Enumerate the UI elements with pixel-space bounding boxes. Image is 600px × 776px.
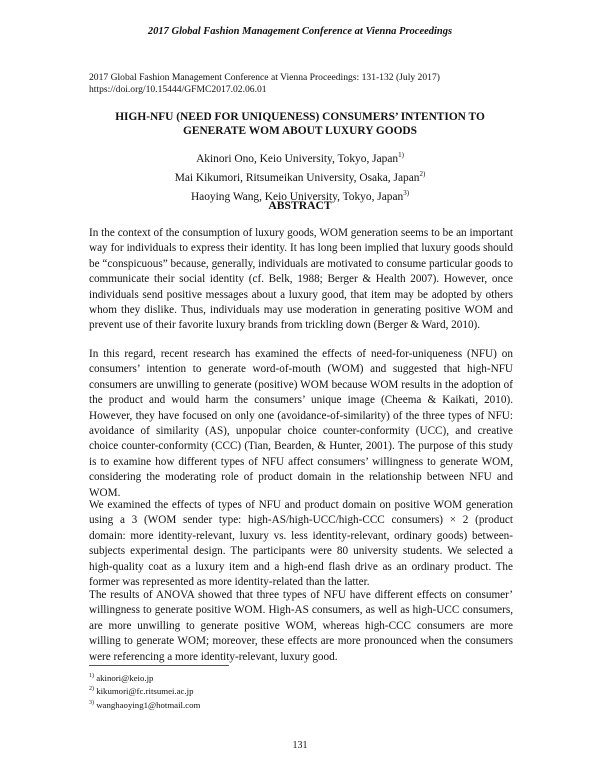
footnote-email: wanghaoying1@hotmail.com [96,699,201,710]
footnotes [89,671,389,711]
author-affiliation: Haoying Wang, Keio University, Tokyo, Japan [190,190,404,203]
title-line: GENERATE WOM ABOUT LUXURY GOODS [183,125,417,137]
footnote-divider [89,665,229,666]
footnote [89,671,389,684]
author-line [60,167,540,186]
author-list [60,148,540,204]
abstract-paragraph: In the context of the consumption of luxury goods, WOM generation seems to be an important way for individuals to express their identity. It has long been implied that luxury goods should be “conspicuous” because, generally, individuals are motivated to consume particular goods to communicate their social identity (cf. Belk, 1988; Berger & Health 2007). However, once individuals send positive messages about a luxury good, that item may be adopted by others whom they dislike. Thus, individuals may use moderation in generating positive WOM and prevent use of their favorite luxury brands from trickling down (Berger & Ward, 2010). [89,227,513,332]
abstract-heading: ABSTRACT [268,199,332,212]
author-affiliation: Akinori Ono, Keio University, Tokyo, Japan [196,152,399,165]
abstract-paragraph: In this regard, recent research has examined the effects of need-for-uniqueness (NFU) on consumers’ intention to generate word-of-mouth (WOM) and suggested that high-NFU consumers are unwilling to generate (positive) WOM because WOM results in the adoption of the product and would harm the consumers’ unique image (Cheema & Kaikati, 2010). However, they have focused on only one (avoidance-of-similarity) of the three types of NFU: avoidance of similarity (AS), unpopular choice counter-conformity (UCC), and creative choice counter-conformity (CCC) (Tian, Bearden, & Hunter, 2001). The purpose of this study is to examine how different types of NFU affect consumers’ willingness to generate WOM, considering the moderating role of product domain in the relationship between NFU and WOM. [89,348,513,499]
title-line: HIGH-NFU (NEED FOR UNIQUENESS) CONSUMERS’ INTENTION TO [115,111,485,123]
footnote-email: akinori@keio.jp [96,672,154,683]
footnote-marker: 1) [89,673,94,679]
footnote-marker: 1) [398,151,404,159]
doi-line: https://doi.org/10.15444/GFMC2017.02.06.01 [89,84,267,95]
paper-title [70,110,530,138]
running-header: 2017 Global Fashion Management Conference at Vienna Proceedings [147,26,453,37]
footnote-marker: 3) [89,699,94,706]
author-line [60,148,540,167]
footnote [89,698,389,711]
footnote-marker: 2) [419,169,426,178]
abstract-paragraph: We examined the effects of types of NFU and product domain on positive WOM generation using a 3 (WOM sender type: high-AS/high-UCC/high-CCC consumers) × 2 (product domain: more identity-relevant, luxury vs. less identity-relevant, ordinary goods) between-subjects experimental design. The participants were 80 university students. We selected a high-quality coat as a luxury item and a high-end flash drive as an ordinary product. The former was represented as more identity-related than the latter. [89,499,513,589]
citation-block [89,72,529,96]
citation-line: 2017 Global Fashion Management Conference at Vienna Proceedings: 131-132 (July 2017) [89,72,440,83]
footnote-marker: 2) [89,686,94,693]
author-affiliation: Mai Kikumori, Ritsumeikan University, Osaka, Japan [174,171,420,184]
abstract-paragraph: The results of ANOVA showed that three types of NFU have different effects on consumer’ willingness to generate positive WOM. High-AS consumers, as well as high-UCC consumers, are more unwilling to generate positive WOM, whereas high-CCC consumers are more willing to generate WOM; moreover, these effects are more pronounced when the consumers were referencing a more identity-relevant, luxury good. [89,589,513,663]
footnote-marker: 3) [403,188,410,197]
footnote [89,684,389,697]
page-number: 131 [292,740,308,751]
footnote-email: kikumori@fc.ritsumei.ac.jp [96,686,194,697]
